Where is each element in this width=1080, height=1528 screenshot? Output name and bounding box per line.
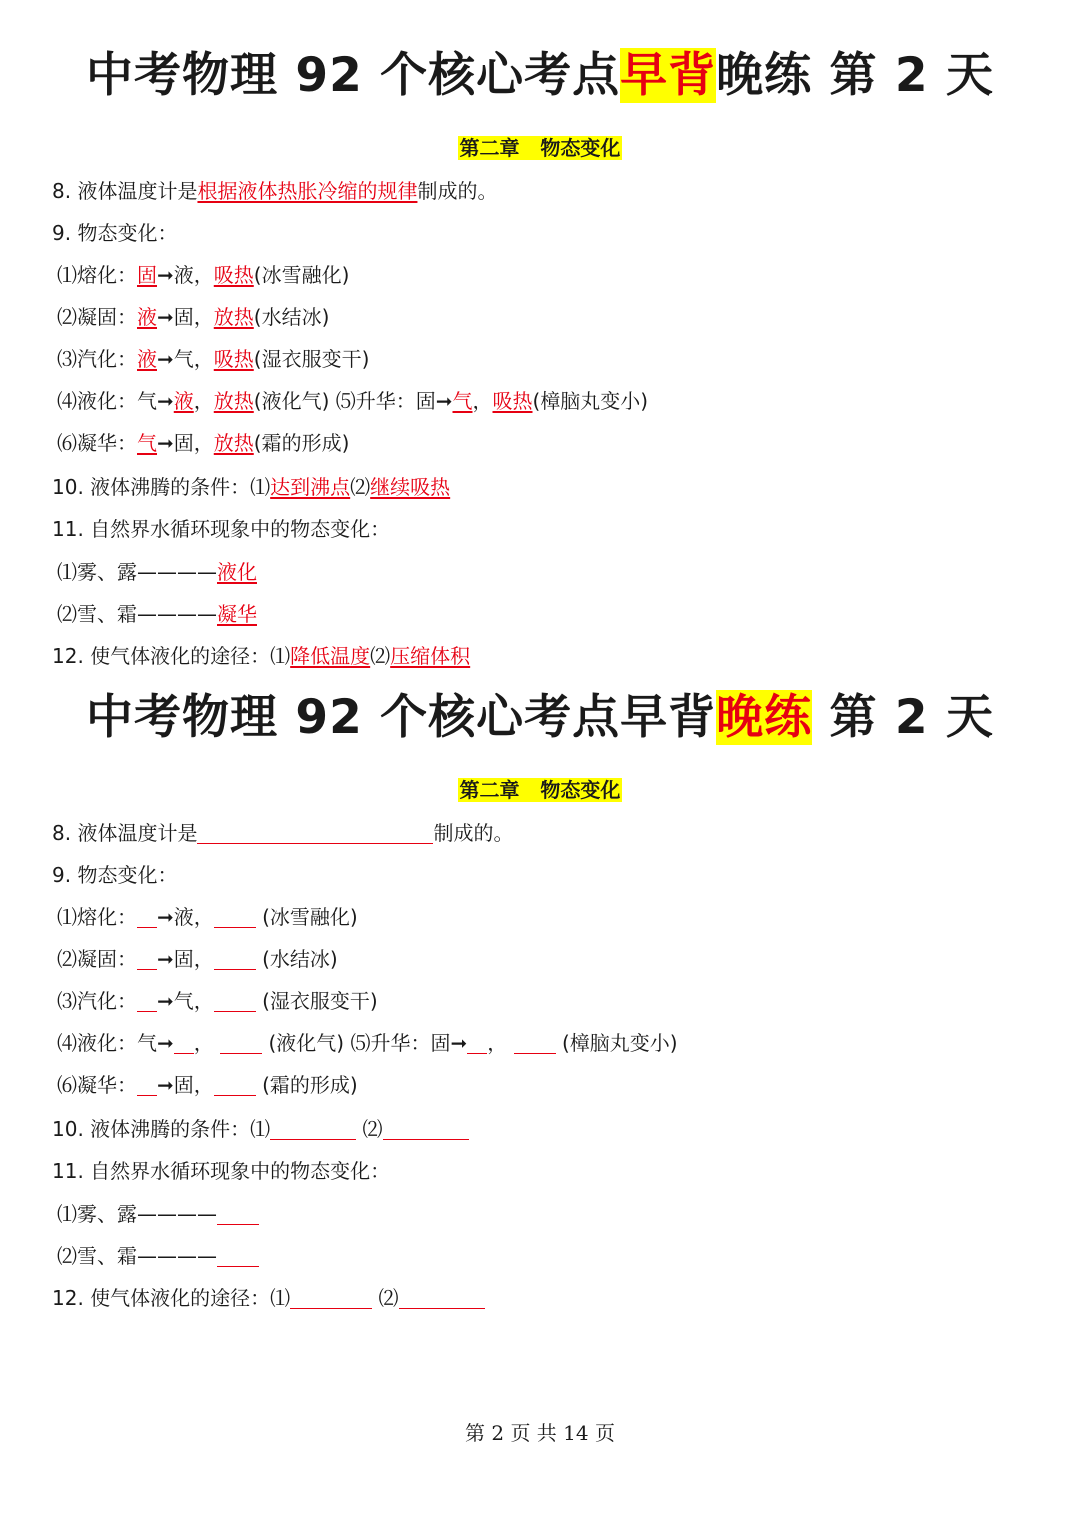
solidifying-item-blank: ⑵凝固： ➞固， (水结冰) <box>57 947 338 971</box>
snow-frost-item: ⑵雪、霜————凝华 <box>57 602 257 626</box>
answer-blank[interactable] <box>514 1031 556 1054</box>
liquefaction-sublimation-item: ⑷液化：气➞液，放热(液化气) ⑸升华：固➞气，吸热(樟脑丸变小) <box>57 389 649 413</box>
answer-blank[interactable] <box>214 905 256 928</box>
solidifying-item: ⑵凝固：液➞固，放热(水结冰) <box>57 305 330 329</box>
fog-dew-item: ⑴雾、露————液化 <box>57 560 257 584</box>
melting-item-blank: ⑴熔化： ➞液， (冰雪融化) <box>57 905 358 929</box>
question-12-blank: 12. 使气体液化的途径：⑴ ⑵ <box>52 1283 485 1313</box>
deposition-item-blank: ⑹凝华： ➞固， (霜的形成) <box>57 1073 358 1097</box>
answer-blank[interactable] <box>137 1073 157 1096</box>
answer-blank[interactable] <box>399 1286 485 1309</box>
question-11: 11. 自然界水循环现象中的物态变化： <box>52 1159 391 1183</box>
answer-blank[interactable] <box>137 905 157 928</box>
page-title-memorize: 中考物理 92 个核心考点早背晚练 第 2 天 <box>86 48 994 103</box>
melting-item: ⑴熔化：固➞液，吸热(冰雪融化) <box>57 263 350 287</box>
answer-blank[interactable] <box>467 1031 487 1054</box>
answer-blank[interactable] <box>383 1117 469 1140</box>
chapter-heading: 第二章 物态变化 <box>459 778 621 802</box>
answer-blank[interactable] <box>197 821 433 844</box>
page-number-footer: 第 2 页 共 14 页 <box>465 1421 615 1445</box>
question-9: 9. 物态变化： <box>52 221 178 245</box>
answer-blank[interactable] <box>214 989 256 1012</box>
question-9: 9. 物态变化： <box>52 863 178 887</box>
deposition-item: ⑹凝华：气➞固，放热(霜的形成) <box>57 431 350 455</box>
answer-blank[interactable] <box>290 1286 372 1309</box>
vaporization-item-blank: ⑶汽化： ➞气， (湿衣服变干) <box>57 989 378 1013</box>
question-10: 10. 液体沸腾的条件：⑴达到沸点⑵继续吸热 <box>52 475 451 499</box>
fog-dew-item-blank: ⑴雾、露———— <box>57 1199 259 1229</box>
question-8: 8. 液体温度计是根据液体热胀冷缩的规律制成的。 <box>52 179 498 203</box>
liquefaction-sublimation-item-blank: ⑷液化：气➞ ， (液化气) ⑸升华：固➞ ， (樟脑丸变小) <box>57 1031 678 1055</box>
answer-blank[interactable] <box>217 1202 259 1225</box>
answer-blank[interactable] <box>214 1073 256 1096</box>
vaporization-item: ⑶汽化：液➞气，吸热(湿衣服变干) <box>57 347 370 371</box>
answer-blank[interactable] <box>220 1031 262 1054</box>
answer-blank[interactable] <box>270 1117 356 1140</box>
question-10-blank: 10. 液体沸腾的条件：⑴ ⑵ <box>52 1114 469 1144</box>
chapter-heading: 第二章 物态变化 <box>459 136 621 160</box>
question-12: 12. 使气体液化的途径：⑴降低温度⑵压缩体积 <box>52 644 471 668</box>
page-title-practice: 中考物理 92 个核心考点早背晚练 第 2 天 <box>86 690 994 745</box>
question-8-blank: 8. 液体温度计是 制成的。 <box>52 821 514 845</box>
answer-blank[interactable] <box>137 947 157 970</box>
question-11: 11. 自然界水循环现象中的物态变化： <box>52 517 391 541</box>
answer-blank[interactable] <box>217 1244 259 1267</box>
answer-blank[interactable] <box>137 989 157 1012</box>
answer-blank[interactable] <box>214 947 256 970</box>
answer-blank[interactable] <box>174 1031 194 1054</box>
snow-frost-item-blank: ⑵雪、霜———— <box>57 1241 259 1271</box>
